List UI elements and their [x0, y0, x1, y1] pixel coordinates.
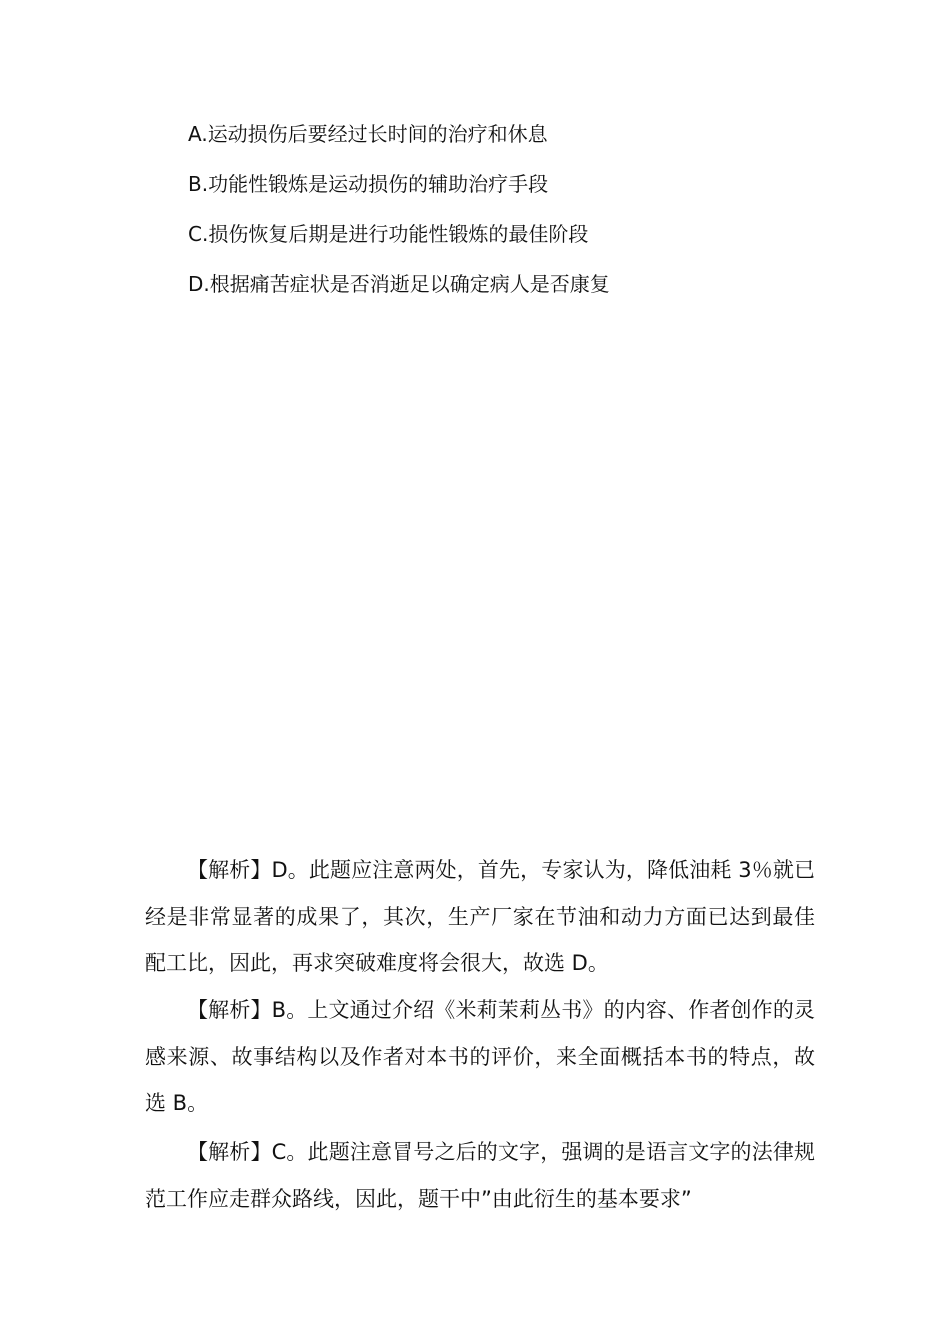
analysis-1-text: 【解析】D。此题应注意两处，首先，专家认为，降低油耗 3％就已经是非常显著的成果了，其次，生产厂家在节油和动力方面已达到最佳配工比，因此，再求突破难度将会很大，故选 D。	[145, 858, 815, 975]
analysis-2-text: 【解析】B。上文通过介绍《米莉茉莉丛书》的内容、作者创作的灵感来源、故事结构以及作者对本书的评价，来全面概括本书的特点，故选 B。	[145, 998, 815, 1115]
option-c: C.损伤恢复后期是进行功能性锻炼的最佳阶段	[188, 222, 589, 246]
analysis-2	[145, 987, 815, 1127]
option-d: D.根据痛苦症状是否消逝足以确定病人是否康复	[188, 272, 610, 296]
analysis-3-text: 【解析】C。此题注意冒号之后的文字，强调的是语言文字的法律规范工作应走群众路线，因此，题干中”由此衍生的基本要求”	[145, 1140, 815, 1211]
analysis-1	[145, 847, 815, 987]
answer-options	[188, 118, 888, 318]
option-b: B.功能性锻炼是运动损伤的辅助治疗手段	[188, 172, 549, 196]
analysis-3	[145, 1129, 815, 1222]
option-a: A.运动损伤后要经过长时间的治疗和休息	[188, 122, 548, 146]
